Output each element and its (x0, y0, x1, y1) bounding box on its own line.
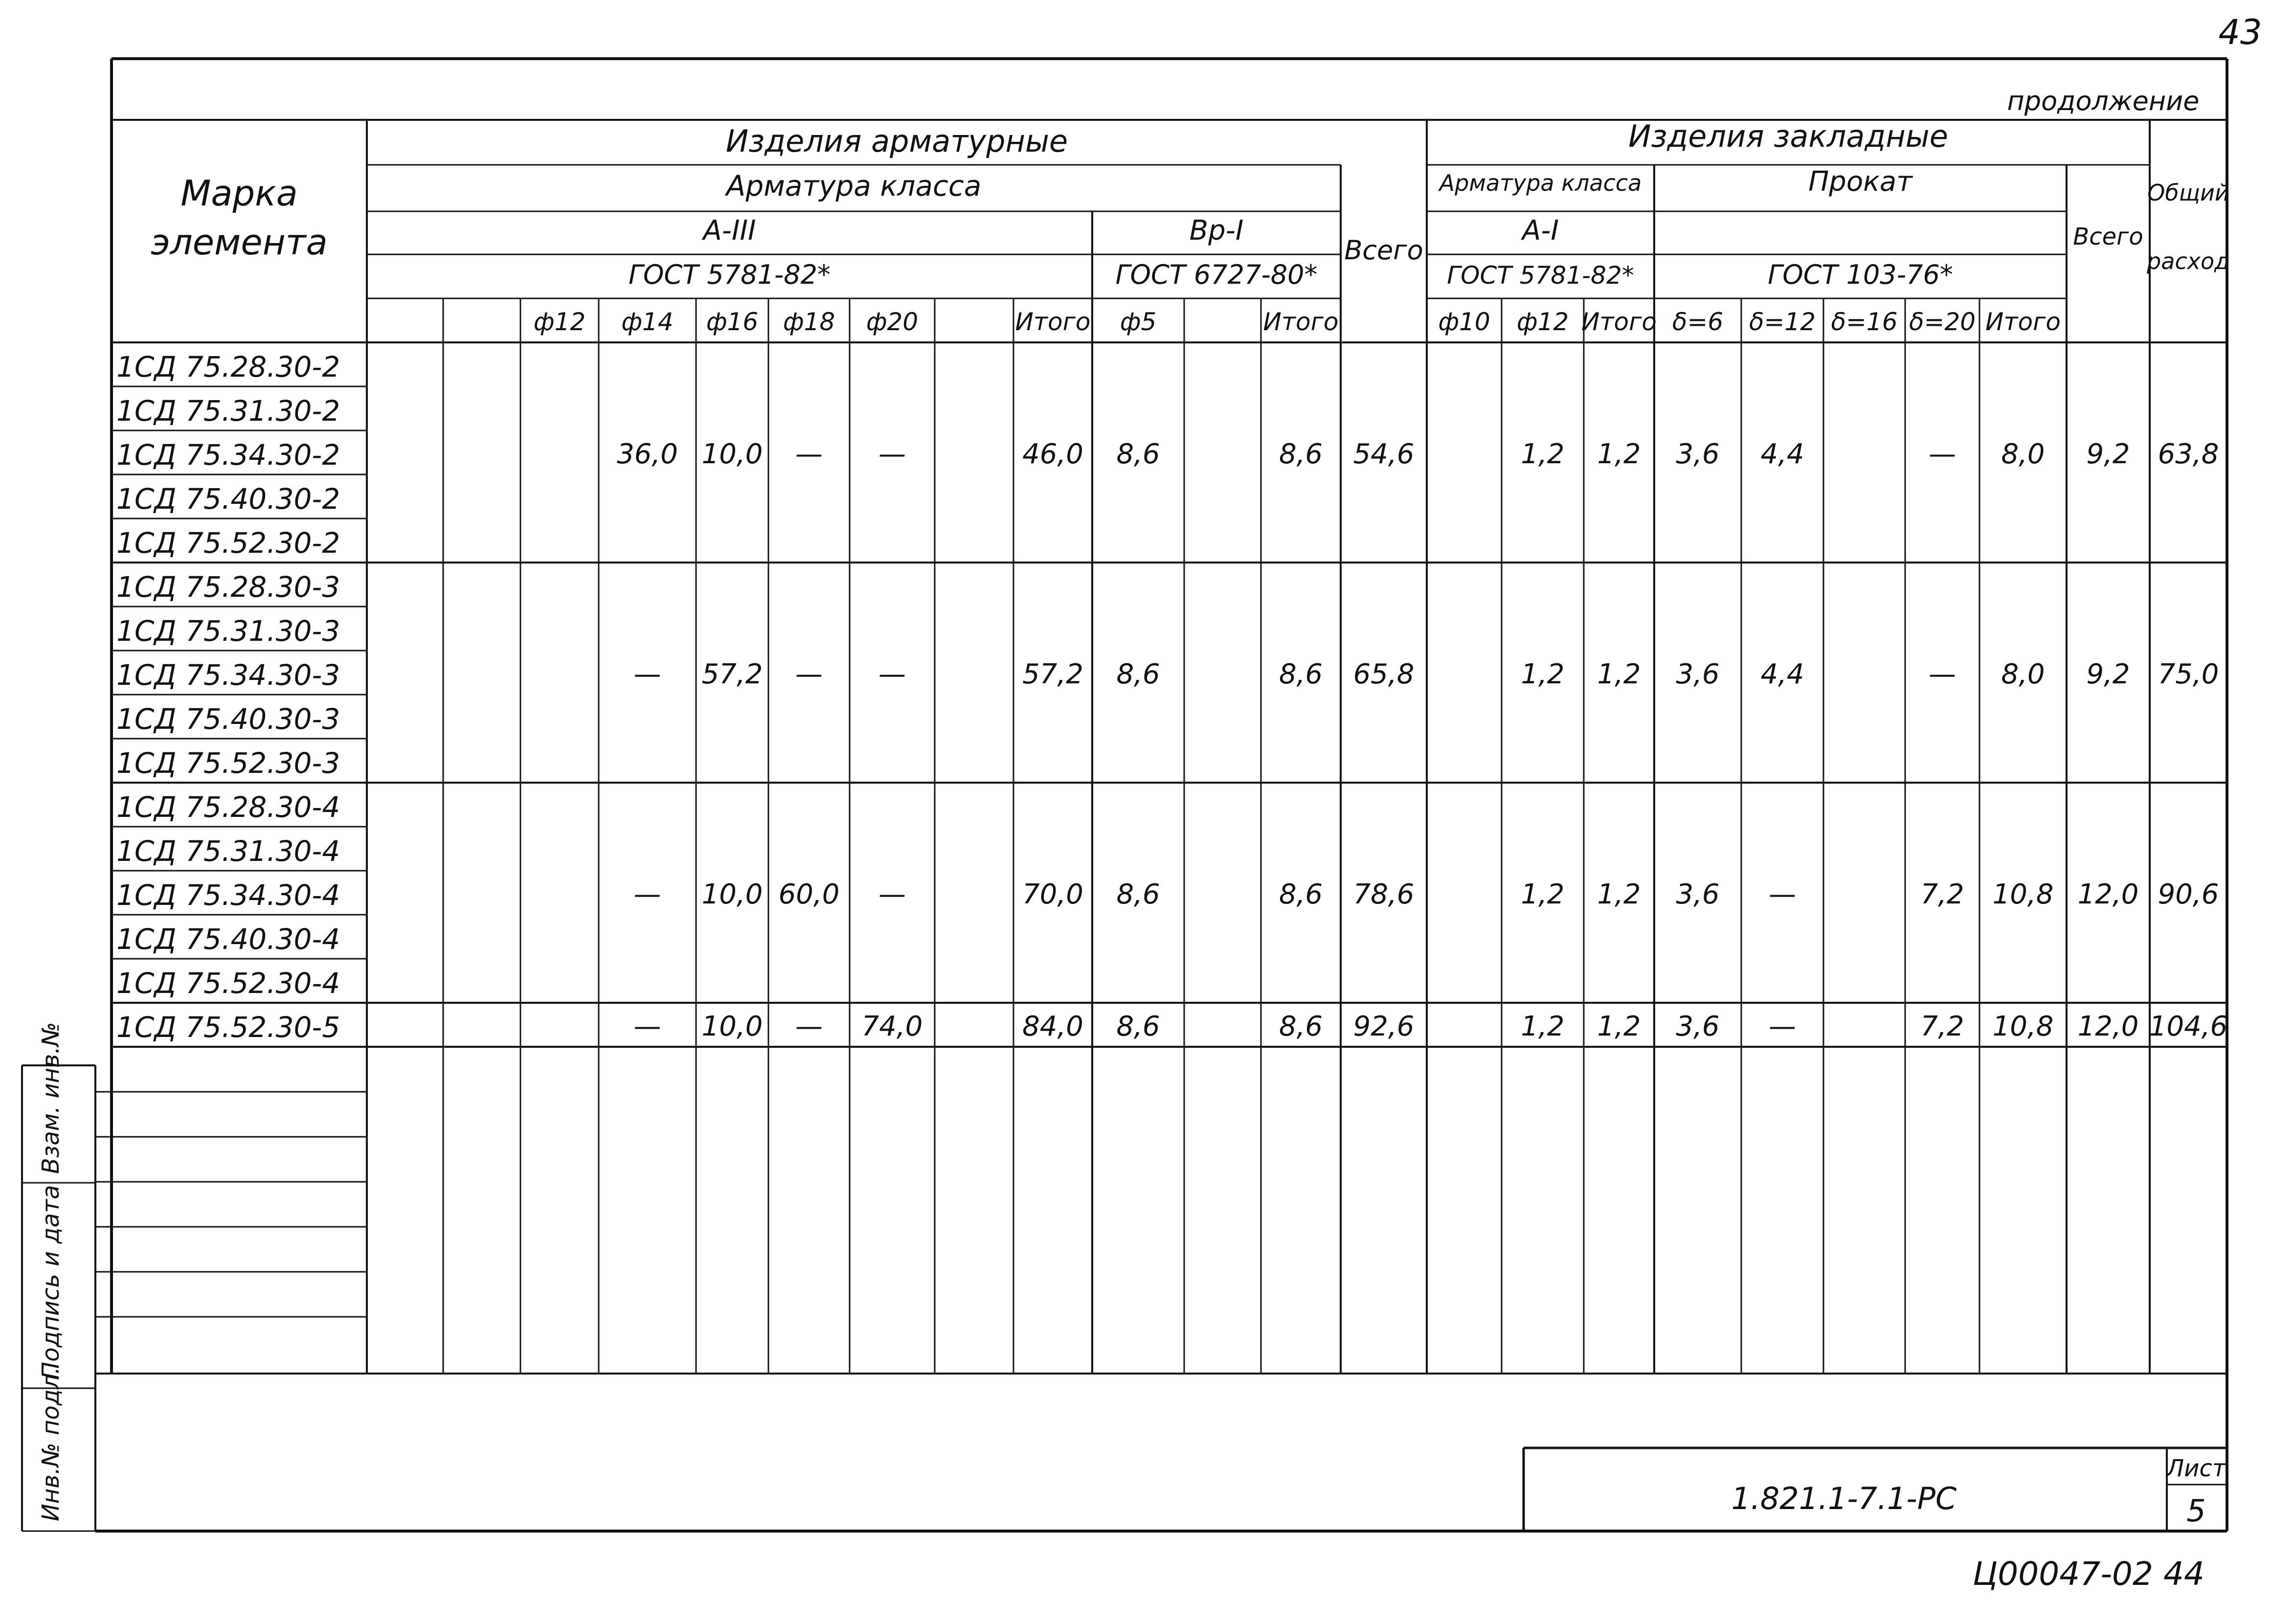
gost-a3: ГОСТ 5781-82* (628, 259, 831, 290)
cell-value: — (1929, 658, 1956, 690)
cell-value: — (878, 658, 906, 690)
column-header: Итого (1015, 308, 1091, 336)
element-mark: 1СД 75.31.30-2 (116, 394, 340, 428)
gost-rolled: ГОСТ 103-76* (1768, 259, 1953, 290)
cell-value: 1,2 (1597, 438, 1641, 470)
cell-value: 8,6 (1116, 658, 1160, 690)
emb-total-header: Всего (2073, 223, 2143, 250)
element-mark: 1СД 75.34.30-2 (116, 438, 340, 472)
document-code: 1.821.1-7.1-РС (1731, 1481, 1957, 1516)
cell-value: 46,0 (1022, 438, 1083, 470)
cell-value: 3,6 (1676, 658, 1720, 690)
table-text (37, 12, 2262, 1593)
continuation-label: продолжение (2007, 86, 2200, 116)
archive-code: Ц00047-02 44 (1973, 1555, 2204, 1593)
element-mark: 1СД 75.52.30-2 (116, 526, 340, 560)
column-header: Итого (1581, 308, 1657, 336)
emb-rebar-class: Арматура класса (1439, 170, 1642, 196)
cell-value: 3,6 (1676, 879, 1720, 910)
element-mark: 1СД 75.40.30-3 (116, 702, 340, 736)
cell-value: 1,2 (1521, 879, 1565, 910)
element-mark: 1СД 75.40.30-2 (116, 482, 340, 516)
column-header: δ=16 (1831, 308, 1898, 336)
cell-value: 63,8 (2158, 438, 2219, 470)
element-mark: 1СД 75.40.30-4 (116, 923, 340, 956)
column-header: ф16 (706, 308, 759, 336)
cell-value: 57,2 (1022, 658, 1083, 690)
cell-value: — (1769, 879, 1796, 910)
cell-value: 74,0 (861, 1011, 923, 1042)
overall-header: расход (2147, 248, 2230, 274)
element-mark: 1СД 75.34.30-4 (116, 879, 340, 912)
column-header: ф5 (1120, 308, 1157, 336)
column-header: ф14 (621, 308, 674, 336)
cell-value: 10,8 (1992, 879, 2054, 910)
cell-value: — (795, 658, 823, 690)
cell-value: 8,0 (2001, 658, 2045, 690)
cell-value: — (1929, 438, 1956, 470)
cell-value: 1,2 (1521, 438, 1565, 470)
element-mark: 1СД 75.31.30-3 (116, 614, 340, 648)
cell-value: 8,6 (1279, 1011, 1323, 1042)
cell-value: 1,2 (1521, 658, 1565, 690)
column-header: δ=6 (1672, 308, 1724, 336)
cell-value: 8,6 (1279, 658, 1323, 690)
cell-value: — (633, 1011, 661, 1042)
cell-value: 10,0 (701, 879, 763, 910)
cell-value: 1,2 (1597, 658, 1641, 690)
element-mark: 1СД 75.52.30-4 (116, 967, 340, 1000)
cell-value: 4,4 (1760, 658, 1804, 690)
column-header: Итого (1985, 308, 2061, 336)
mark-header: элемента (151, 222, 328, 263)
total-header: Всего (1344, 235, 1423, 266)
cell-value: 65,8 (1353, 658, 1415, 690)
class-a3: А-III (703, 215, 756, 247)
sheet-number: 5 (2186, 1493, 2206, 1529)
cell-value: — (795, 438, 823, 470)
column-header: δ=20 (1909, 308, 1976, 336)
cell-value: 1,2 (1597, 1011, 1641, 1042)
cell-value: 8,6 (1116, 438, 1160, 470)
cell-value: 90,6 (2158, 879, 2219, 910)
column-header: ф12 (533, 308, 586, 336)
element-mark: 1СД 75.52.30-3 (116, 746, 340, 780)
cell-value: 36,0 (617, 438, 678, 470)
cell-value: 3,6 (1676, 438, 1720, 470)
cell-value: 4,4 (1760, 438, 1804, 470)
stamp-label: Взам. инв.№ (37, 1022, 65, 1174)
sheet-label: Лист (2166, 1455, 2226, 1482)
cell-value: 10,0 (701, 1011, 763, 1042)
page-number: 43 (2218, 12, 2262, 52)
cell-value: 84,0 (1022, 1011, 1083, 1042)
cell-value: 104,6 (2149, 1011, 2228, 1042)
mark-header: Марка (180, 173, 298, 214)
column-header: ф20 (866, 308, 919, 336)
embedded-products-header: Изделия закладные (1628, 118, 1948, 154)
gost-bp1: ГОСТ 6727-80* (1115, 259, 1318, 290)
column-header: Итого (1263, 308, 1339, 336)
cell-value: — (878, 879, 906, 910)
cell-value: 3,6 (1676, 1011, 1720, 1042)
cell-value: 12,0 (2077, 1011, 2139, 1042)
column-header: ф12 (1516, 308, 1569, 336)
cell-value: 7,2 (1920, 879, 1964, 910)
overall-header: Общий (2147, 180, 2229, 206)
emb-gost-a1: ГОСТ 5781-82* (1447, 261, 1634, 290)
cell-value: 9,2 (2086, 658, 2130, 690)
column-header: ф18 (783, 308, 835, 336)
cell-value: 60,0 (778, 879, 840, 910)
element-mark: 1СД 75.34.30-3 (116, 658, 340, 692)
emb-class-a1: А-I (1522, 215, 1559, 247)
cell-value: 70,0 (1022, 879, 1083, 910)
cell-value: 1,2 (1597, 879, 1641, 910)
element-mark: 1СД 75.28.30-4 (116, 790, 340, 824)
stamp-label: Подпись и дата (37, 1185, 65, 1379)
cell-value: 8,0 (2001, 438, 2045, 470)
cell-value: 1,2 (1521, 1011, 1565, 1042)
rebar-class-header: Арматура класса (726, 169, 982, 203)
element-mark: 1СД 75.28.30-3 (116, 570, 340, 604)
cell-value: 8,6 (1116, 879, 1160, 910)
cell-value: 8,6 (1279, 438, 1323, 470)
cell-value: — (1769, 1011, 1796, 1042)
element-mark: 1СД 75.28.30-2 (116, 350, 340, 383)
element-mark: 1СД 75.52.30-5 (116, 1011, 340, 1044)
cell-value: 92,6 (1353, 1011, 1415, 1042)
cell-value: 8,6 (1279, 879, 1323, 910)
cell-value: 78,6 (1353, 879, 1415, 910)
cell-value: — (633, 879, 661, 910)
class-bp1: Вр-I (1189, 215, 1244, 247)
cell-value: 75,0 (2158, 658, 2219, 690)
cell-value: 10,0 (701, 438, 763, 470)
column-header: δ=12 (1749, 308, 1816, 336)
element-mark: 1СД 75.31.30-4 (116, 835, 340, 868)
cell-value: 7,2 (1920, 1011, 1964, 1042)
cell-value: 10,8 (1992, 1011, 2054, 1042)
cell-value: — (878, 438, 906, 470)
cell-value: — (795, 1011, 823, 1042)
cell-value: 57,2 (701, 658, 763, 690)
rebar-products-header: Изделия арматурные (725, 123, 1068, 159)
stamp-label: Инв.№ подл. (37, 1367, 65, 1521)
column-header: ф10 (1438, 308, 1490, 336)
cell-value: — (633, 658, 661, 690)
cell-value: 9,2 (2086, 438, 2130, 470)
cell-value: 54,6 (1353, 438, 1415, 470)
cell-value: 8,6 (1116, 1011, 1160, 1042)
rolled-header: Прокат (1808, 166, 1912, 198)
cell-value: 12,0 (2077, 879, 2139, 910)
